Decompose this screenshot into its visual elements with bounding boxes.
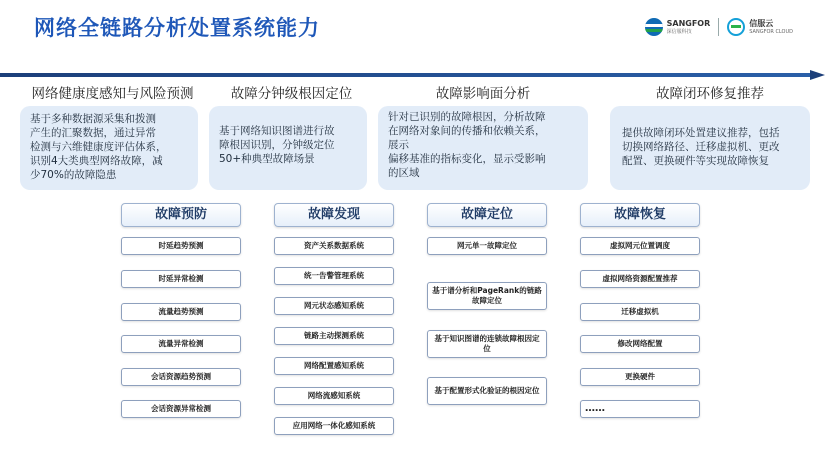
item-session-anomaly-detection: 会话资源异常检测 xyxy=(121,400,241,418)
sangfor-logo xyxy=(645,18,711,36)
item-app-network-system: 应用网络一体化感知系统 xyxy=(274,417,394,435)
item-single-ne-fault-location: 网元单一故障定位 xyxy=(427,237,547,255)
column-heading-location: 故障影响面分析 xyxy=(435,86,531,102)
column-description-recovery: 提供故障闭环处置建议推荐，包括 切换网络路径、迁移虚拟机、更改 配置、更换硬件等实现故障恢复 xyxy=(610,106,810,190)
item-replace-hardware: 更换硬件 xyxy=(580,368,700,386)
item-link-probe-system: 链路主动探测系统 xyxy=(274,327,394,345)
sangfor-cloud-logo xyxy=(727,18,793,36)
column-heading-discovery: 故障分钟级根因定位 xyxy=(230,86,353,102)
item-network-config-system: 网络配置感知系统 xyxy=(274,357,394,375)
item-asset-relation-system: 资产关系数据系统 xyxy=(274,237,394,255)
sangfor-logo-subtext: 深信服科技 xyxy=(666,28,692,35)
item-latency-trend-prediction: 时延趋势预测 xyxy=(121,237,241,255)
column-description-discovery: 基于网络知识图谱进行故 障根因识别，分钟级定位 50+种典型故障场景 xyxy=(209,106,367,190)
item-traffic-trend-prediction: 流量趋势预测 xyxy=(121,303,241,321)
item-pagerank-link-fault-location: 基于谱分析和PageRank的链路故障定位 xyxy=(427,282,547,310)
category-fault-location: 故障定位 xyxy=(427,203,547,227)
item-virtual-ne-scheduling: 虚拟网元位置调度 xyxy=(580,237,700,255)
item-knowledge-graph-root-cause: 基于知识图谱的连锁故障根因定位 xyxy=(427,330,547,358)
item-migrate-vm: 迁移虚拟机 xyxy=(580,303,700,321)
timeline-arrow xyxy=(0,70,825,82)
category-fault-recovery: 故障恢复 xyxy=(580,203,700,227)
item-latency-anomaly-detection: 时延异常检测 xyxy=(121,270,241,288)
cloud-logo-subtext: SANGFOR CLOUD xyxy=(749,28,793,35)
sangfor-logo-text: SANGFOR xyxy=(666,18,711,28)
column-description-location: 针对已识别的故障根因，分析故障 在网络对象间的传播和依赖关系， 展示 偏移基准的指标变化，显示受影响 的区域 xyxy=(378,106,588,190)
item-ne-status-system: 网元状态感知系统 xyxy=(274,297,394,315)
item-ellipsis: …… xyxy=(580,400,700,418)
item-unified-alarm-system: 统一告警管理系统 xyxy=(274,267,394,285)
column-heading-recovery: 故障闭环修复推荐 xyxy=(656,86,764,102)
page-title: 网络全链路分析处置系统能力 xyxy=(34,16,320,40)
item-modify-network-config: 修改网络配置 xyxy=(580,335,700,353)
item-virtual-resource-recommendation: 虚拟网络资源配置推荐 xyxy=(580,270,700,288)
logo-divider xyxy=(718,18,719,36)
column-description-prevention: 基于多种数据源采集和拨测 产生的汇聚数据，通过异常 检测与六维健康度评估体系， 识别4大类典型网络故障，减 少70%的故障隐患 xyxy=(20,106,198,190)
item-session-trend-prediction: 会话资源趋势预测 xyxy=(121,368,241,386)
cloud-logo-text: 信服云 xyxy=(749,18,774,28)
category-fault-discovery: 故障发现 xyxy=(274,203,394,227)
category-fault-prevention: 故障预防 xyxy=(121,203,241,227)
item-network-flow-system: 网络流感知系统 xyxy=(274,387,394,405)
sangfor-logo-icon xyxy=(645,18,663,36)
item-traffic-anomaly-detection: 流量异常检测 xyxy=(121,335,241,353)
item-config-verification-root-cause: 基于配置形式化验证的根因定位 xyxy=(427,377,547,405)
cloud-logo-icon xyxy=(727,18,745,36)
logo-group xyxy=(645,16,793,38)
column-heading-prevention: 网络健康度感知与风险预测 xyxy=(31,86,194,102)
